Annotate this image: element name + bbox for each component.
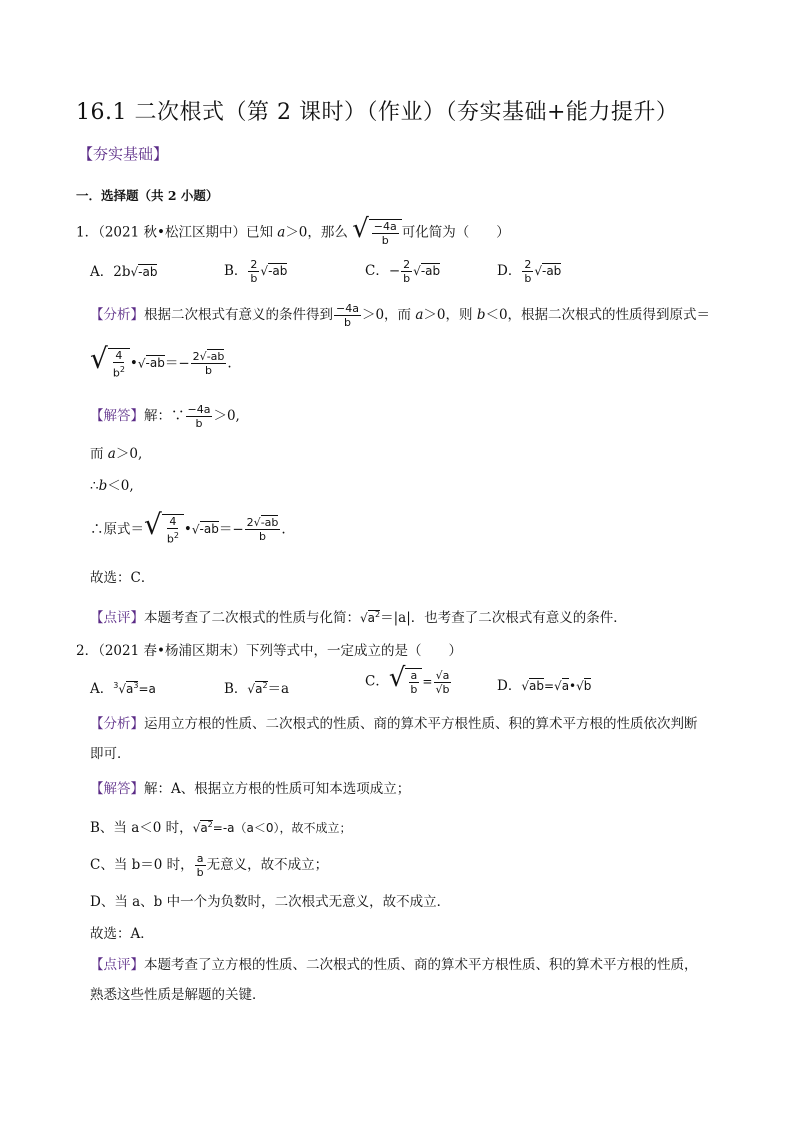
q2-answer-line-c: C、当 b＝0 时， $\frac{a}{b}$ 无意义，故不成立；	[90, 852, 329, 879]
q2-answer: 【解答】解：A、根据立方根的性质可知本选项成立；	[90, 781, 411, 797]
q1-choose: 故选：C．	[90, 570, 155, 586]
q2-comment-cont: 熟悉这些性质是解题的关键．	[90, 987, 266, 1003]
page-title: 16.1 二次根式（第 2 课时）（作业）（夯实基础+能力提升）	[76, 100, 679, 125]
q2-choose: 故选：A．	[90, 926, 154, 942]
q2-option-a: A．$^3√a^3=a$	[90, 681, 156, 697]
q2-answer-line-b: B、当 a＜0 时，$√a^2=-a(a<0)$，故不成立；	[90, 820, 352, 836]
q1-option-a: A．2b√-ab	[90, 264, 158, 280]
q1-answer: 【解答】解：∵ $\frac{-4a}{b}$ ＞0,	[90, 403, 240, 430]
q1-answer-line-a: 而 a＞0,	[90, 446, 143, 462]
q1-option-c: C．− $\frac{2}{b}$ √-ab	[365, 258, 441, 285]
q1-answer-line-b: ∴b＜0,	[90, 478, 134, 494]
q1-analysis-formula: √ $\frac{4}{b^2}$ •√-ab＝− $\frac{2√-ab}{b}$ .	[90, 341, 232, 380]
q2-answer-line-d: D、当 a、b 中一个为负数时，二次根式无意义，故不成立．	[90, 894, 451, 910]
q2-option-d: D．√ab=√a•√b	[497, 678, 592, 694]
q1-answer-line-yuan: ∴原式＝√ $\frac{4}{b^2}$ •√-ab＝− $\frac{2√-ab}{b}$ .	[90, 507, 286, 546]
q2-analysis: 【分析】运用立方根的性质、二次根式的性质、商的算术平方根性质、积的算术平方根的性质依次判断	[90, 716, 698, 732]
section-tag: 【夯实基础】	[78, 145, 169, 163]
q2-analysis-cont: 即可．	[90, 746, 131, 762]
q1-analysis: 【分析】根据二次根式有意义的条件得到 $\frac{-4a}{b}$ ＞0，而 a＞0，则 b＜0，根据二次根式的性质得到原式＝	[90, 302, 711, 329]
section-heading: 一．选择题（共 2 小题）	[76, 188, 219, 203]
q2-stem: 2．（2021 春•杨浦区期末）下列等式中，一定成立的是（ ）	[76, 643, 462, 659]
q1-stem: 1．（2021 秋•松江区期中）已知 a＞0，那么 √ $\frac{-4a}{b}$ 可化简为（ ）	[76, 214, 510, 247]
q1-option-b: B． $\frac{2}{b}$ √-ab	[224, 258, 288, 285]
q2-comment: 【点评】本题考查了立方根的性质、二次根式的性质、商的算术平方根性质、积的算术平方根的性质，	[90, 957, 698, 973]
q1-option-d: D． $\frac{2}{b}$ √-ab	[497, 258, 562, 285]
q2-option-b: B．$√a^2=a$	[224, 681, 290, 697]
q2-option-c: C．√ $\frac{a}{b}$ = $\frac{√a}{√b}$	[365, 663, 450, 696]
q1-comment: 【点评】本题考查了二次根式的性质与化简：$√a^2=|a|$．也考查了二次根式有意义的条件．	[90, 610, 627, 626]
